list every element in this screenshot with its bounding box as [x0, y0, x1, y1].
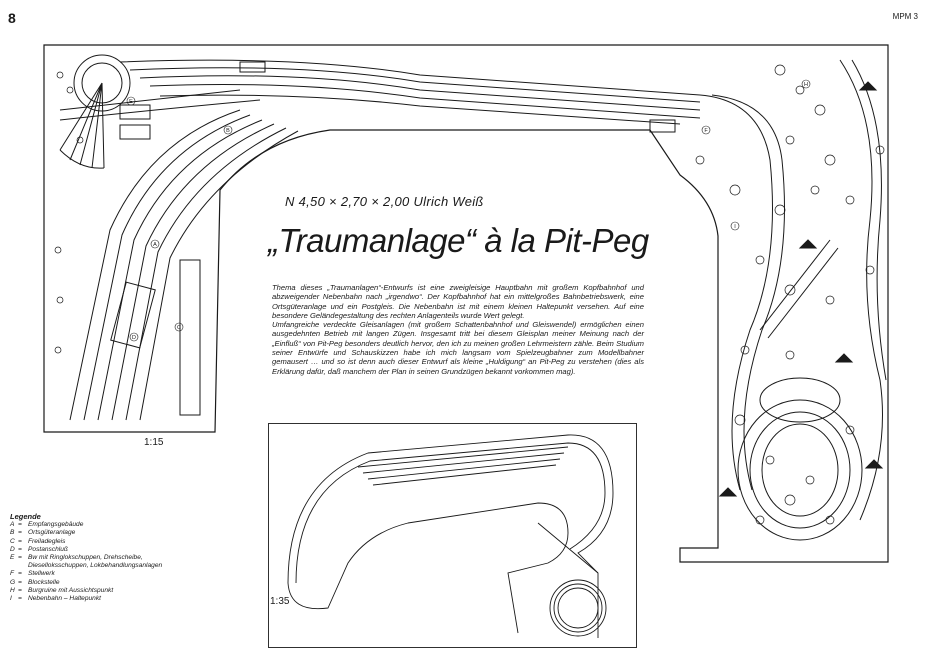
legend-key: H: [10, 586, 15, 594]
legend-key: F: [10, 570, 15, 578]
legend-text: Postanschluß: [28, 545, 68, 553]
plan-label-c: C: [177, 325, 181, 331]
legend-text: Freiladegleis: [28, 537, 66, 545]
plan-label-a: A: [153, 242, 157, 248]
legend-equals: =: [18, 529, 22, 537]
plan-label-b: B: [226, 128, 230, 134]
legend-item: [10, 529, 162, 537]
scale-label-small: 1:35: [270, 596, 290, 607]
legend-text: Empfangsgebäude: [28, 521, 84, 529]
article-body: [272, 283, 644, 376]
legend-item: [10, 554, 162, 562]
legend-equals: =: [18, 554, 22, 562]
legend-text: Stellwerk: [28, 570, 55, 578]
hidden-tracks-diagram: [268, 423, 638, 648]
legend-item: [10, 579, 162, 587]
issue-label: MPM 3: [892, 12, 918, 21]
legend-item: [10, 595, 162, 603]
legend-text: Dieselloksschuppen, Lokbehandlungsanlagen: [28, 562, 163, 570]
plan-label-h: H: [804, 82, 808, 88]
legend-equals: =: [18, 521, 22, 529]
plan-label-d: D: [132, 335, 136, 341]
scale-label-main: 1:15: [144, 437, 164, 448]
legend-equals: =: [18, 570, 22, 578]
plan-label-e: E: [129, 99, 133, 105]
legend-title: Legende: [10, 512, 41, 521]
legend-key: C: [10, 537, 15, 545]
legend-item: [10, 570, 162, 578]
legend-item: [10, 546, 162, 554]
legend-key: I: [10, 595, 12, 603]
legend-equals: =: [18, 537, 22, 545]
legend: [10, 513, 162, 603]
legend-text: Burgruine mit Aussichtspunkt: [28, 586, 114, 594]
legend-equals: =: [18, 595, 22, 603]
legend-item-continued: [10, 562, 162, 570]
legend-equals: =: [18, 578, 22, 586]
legend-spacer: [18, 562, 28, 570]
legend-key: D: [10, 545, 15, 553]
legend-item: [10, 587, 162, 595]
legend-equals: =: [18, 545, 22, 553]
legend-text: Blockstelle: [28, 578, 60, 586]
legend-key: A: [10, 521, 15, 529]
legend-text: Bw mit Ringlokschuppen, Drehscheibe,: [28, 554, 143, 562]
layout-dimensions-author: N 4,50 × 2,70 × 2,00 Ulrich Weiß: [285, 194, 484, 209]
legend-key: B: [10, 529, 15, 537]
legend-equals: =: [18, 586, 22, 594]
legend-key: G: [10, 578, 16, 586]
article-title: „Traumanlage“ à la Pit-Peg: [268, 222, 649, 259]
plan-label-i: I: [734, 224, 736, 230]
legend-key: E: [10, 554, 15, 562]
legend-item: [10, 538, 162, 546]
legend-text: Ortsgüteranlage: [28, 529, 76, 537]
page-number: 8: [8, 10, 16, 26]
legend-item: [10, 521, 162, 529]
article-paragraph-2: Umfangreiche verdeckte Gleisanlagen (mit großem Schattenbahnhof und Gleiswendel) ermöglichen einen ausgedehnten Betrieb mit langen Zügen. Insgesamt tritt bei diesem Gleisplan meiner Meinung nach der „Einfluß“ von Pit-Peg besonders deutlich hervor, den ich zu meinen großen Lehrmeistern zähle. Beim Studium seiner Entwürfe und Schauskizzen habe ich mich langsam vom Spielzeugbahner zum Modellbahner gemausert … und so ist denn auch dieser Entwurf als kleine „Huldigung“ an Pit-Peg zu verstehen (dies als Erklärung dafür, daß manchem der Plan in seinen Grundzügen bekannt vorkommen mag).: [272, 320, 644, 376]
article-paragraph-1: Thema dieses „Traumanlagen“-Entwurfs ist eine zweigleisige Hauptbahn mit großem Kopfbahnhof und abzweigender Nebenbahn nach „irgendwo“. Der Kopfbahnhof hat ein mittelgroßes Bahnbetriebswerk, eine Ortsgüteranlage und ein Postgleis. Die Nebenbahn ist mit einem kleinen Haltepunkt versehen. Auf eine besondere Geländegestaltung des rechten Anlagenteils wurde Wert gelegt.: [272, 283, 644, 320]
legend-text: Nebenbahn – Haltepunkt: [28, 595, 101, 603]
legend-key: [10, 562, 18, 570]
plan-label-f: F: [704, 128, 708, 134]
